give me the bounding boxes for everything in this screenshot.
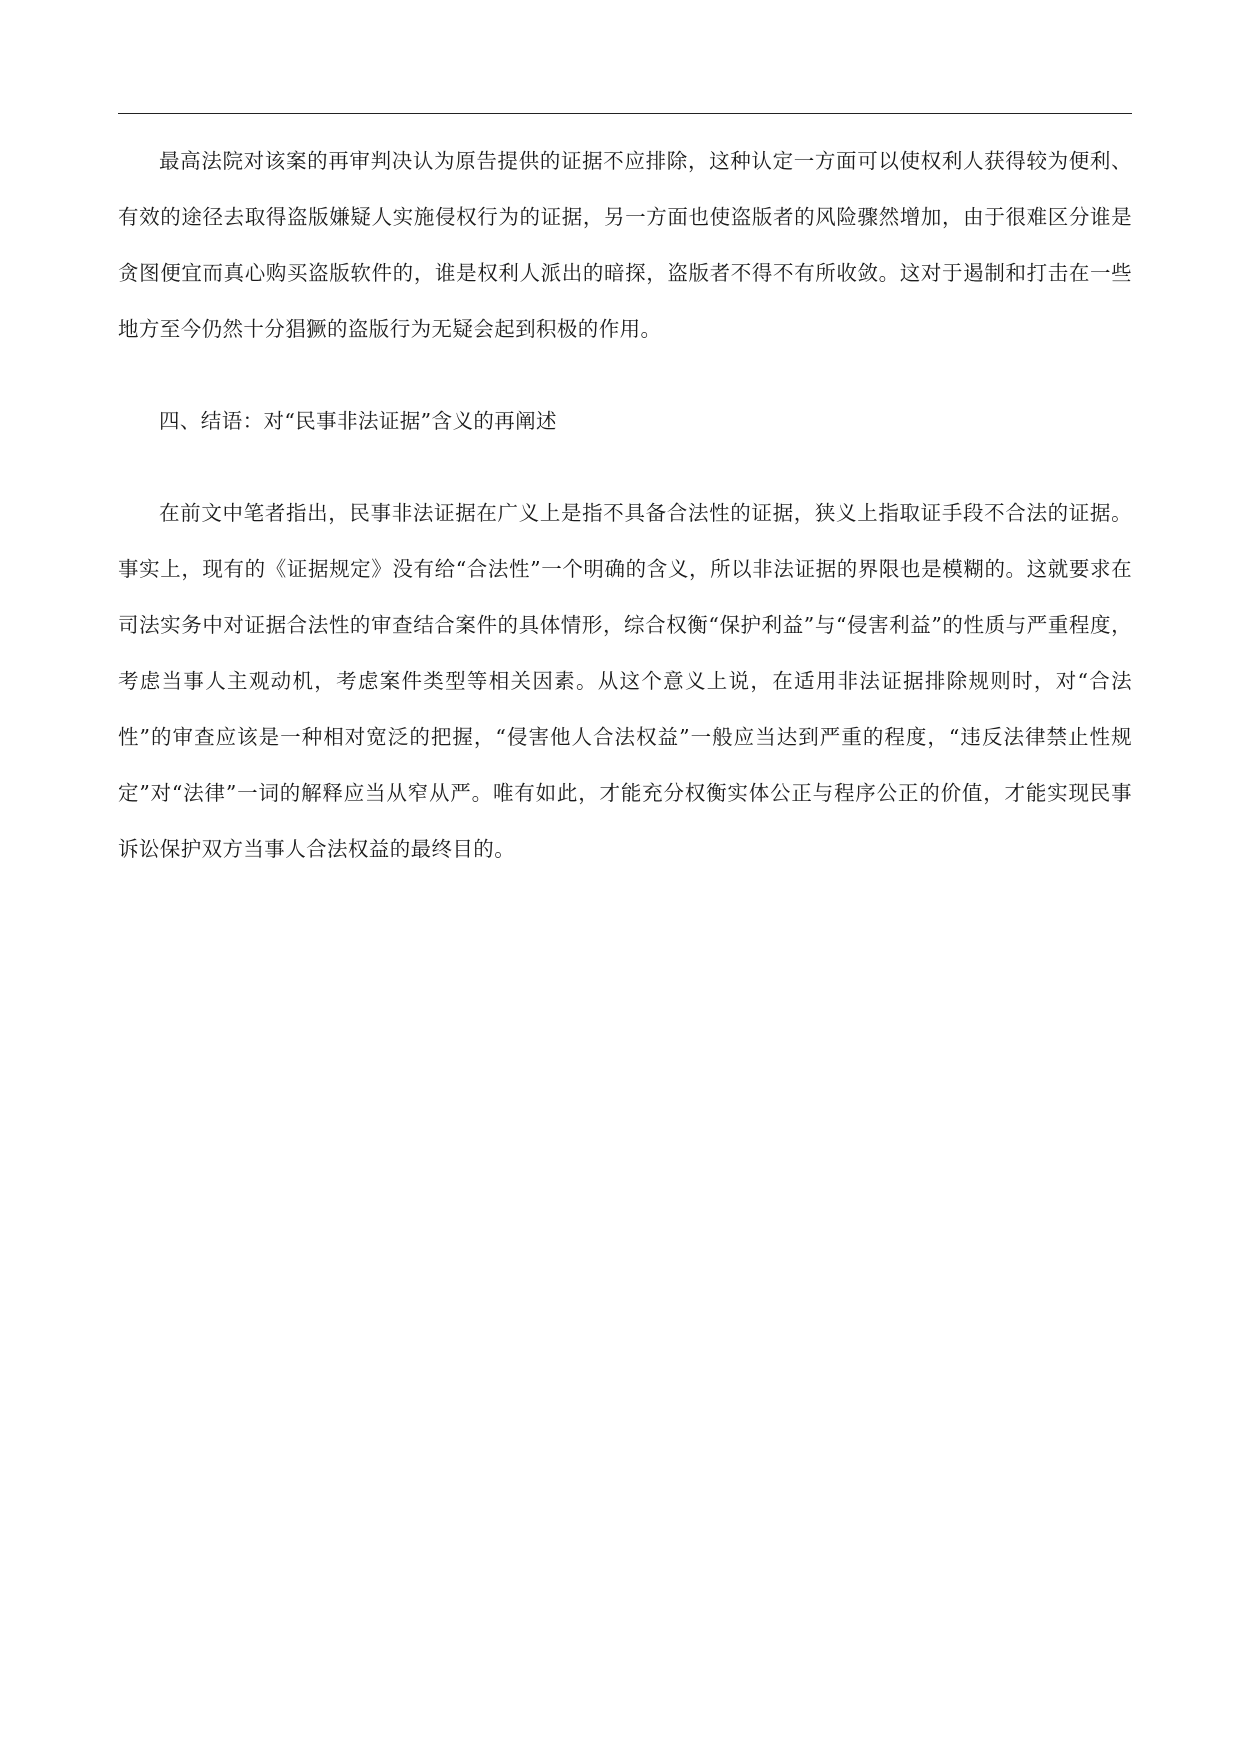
paragraph-1: 最高法院对该案的再审判决认为原告提供的证据不应排除，这种认定一方面可以使权利人获得较为便利、有效的途径去取得盗版嫌疑人实施侵权行为的证据，另一方面也使盗版者的风险骤然增加，由于很难区分谁是贪图便宜而真心购买盗版软件的，谁是权利人派出的暗探，盗版者不得不有所收敛。这对于遏制和打击在一些地方至今仍然十分猖獗的盗版行为无疑会起到积极的作用。 xyxy=(118,149,1132,341)
document-body xyxy=(118,133,1132,877)
paragraph-gap xyxy=(118,449,1132,485)
paragraph-2: 在前文中笔者指出，民事非法证据在广义上是指不具备合法性的证据，狭义上指取证手段不合法的证据。事实上，现有的《证据规定》没有给“合法性”一个明确的含义，所以非法证据的界限也是模糊的。这就要求在司法实务中对证据合法性的审查结合案件的具体情形，综合权衡“保护利益”与“侵害利益”的性质与严重程度，考虑当事人主观动机，考虑案件类型等相关因素。从这个意义上说，在适用非法证据排除规则时，对“合法性”的审查应该是一种相对宽泛的把握，“侵害他人合法权益”一般应当达到严重的程度，“违反法律禁止性规定”对“法律”一词的解释应当从窄从严。唯有如此，才能充分权衡实体公正与程序公正的价值，才能实现民事诉讼保护双方当事人合法权益的最终目的。 xyxy=(118,501,1132,861)
section-heading: 四、结语：对“民事非法证据”含义的再阐述 xyxy=(159,409,557,433)
header-rule xyxy=(118,113,1132,114)
paragraph-gap xyxy=(118,357,1132,393)
